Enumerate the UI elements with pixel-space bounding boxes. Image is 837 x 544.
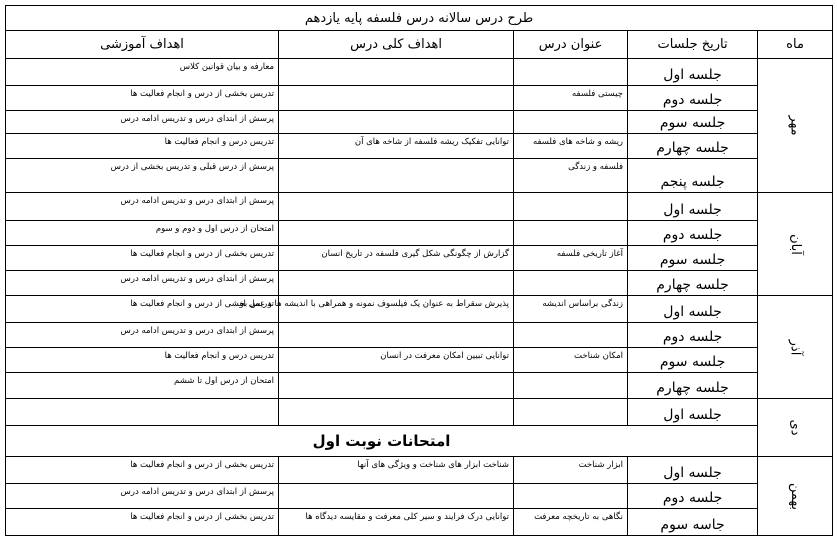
lesson-title-cell: ابزار شناخت <box>514 457 628 484</box>
header-edu-goals: اهداف آموزشی <box>6 31 279 59</box>
edu-goals-cell: پرسش از ابتدای درس و تدریس ادامه درس <box>6 193 279 221</box>
edu-goals-cell: پرسش از ابتدای درس و تدریس ادامه درس <box>6 484 279 509</box>
table-row <box>6 457 833 484</box>
table-row <box>6 296 833 323</box>
general-goals-cell: شناخت ابزار های شناخت و ویژگی های آنها <box>279 457 514 484</box>
general-goals-cell <box>279 193 514 221</box>
session-cell: جلسه چهارم <box>628 271 758 296</box>
month-label: بهمن <box>787 482 803 510</box>
lesson-title-cell: نگاهی به تاریخچه معرفت <box>514 509 628 536</box>
edu-goals-cell: تدریس بخشی از درس و انجام فعالیت ها <box>6 457 279 484</box>
edu-goals-cell: پرسش از ابتدای درس و تدریس ادامه درس <box>6 323 279 348</box>
session-cell: جلسه اول <box>628 457 758 484</box>
edu-goals-cell: پرسش از ابتدای درس و تدریس ادامه درس <box>6 271 279 296</box>
header-general-goals: اهداف کلی درس <box>279 31 514 59</box>
lesson-title-cell: چیستی فلسفه <box>514 86 628 111</box>
session-cell: جلسه چهارم <box>628 134 758 159</box>
table-row <box>6 193 833 221</box>
table-row <box>6 323 833 348</box>
lesson-title-cell <box>514 193 628 221</box>
month-label: آبان <box>787 233 803 255</box>
session-cell: جاسه سوم <box>628 509 758 536</box>
lesson-title-cell: ریشه و شاخه های فلسفه <box>514 134 628 159</box>
general-goals-cell <box>279 221 514 246</box>
session-cell: جلسه اول <box>628 193 758 221</box>
month-cell <box>758 59 833 193</box>
table-row <box>6 373 833 399</box>
month-label: مهر <box>787 115 803 136</box>
edu-goals-cell: تدریس درس و انجام فعالیت ها <box>6 348 279 373</box>
session-cell: جلسه دوم <box>628 484 758 509</box>
lesson-title-cell <box>514 59 628 86</box>
general-goals-cell <box>279 271 514 296</box>
edu-goals-cell: پرسش از ابتدای درس و تدریس ادامه درس <box>6 111 279 134</box>
table-row <box>6 111 833 134</box>
session-cell: جلسه اول <box>628 296 758 323</box>
edu-goals-cell: تدریس درس و انجام فعالیت ها <box>6 134 279 159</box>
general-goals-cell: توانایی تبیین امکان معرفت در انسان <box>279 348 514 373</box>
table-row <box>6 509 833 536</box>
general-goals-cell <box>279 484 514 509</box>
general-goals-cell <box>279 323 514 348</box>
lesson-title-cell <box>514 484 628 509</box>
general-goals-cell: گزارش از چگونگی شکل گیری فلسفه در تاریخ انسان <box>279 246 514 271</box>
edu-goals-cell <box>6 399 279 426</box>
session-cell: جلسه سوم <box>628 111 758 134</box>
month-cell <box>758 457 833 536</box>
session-cell: جلسه چهارم <box>628 373 758 399</box>
header-row <box>6 31 833 59</box>
table-row <box>6 348 833 373</box>
edu-goals-cell: تدریس بخشی از درس و انجام فعالیت ها <box>6 296 279 323</box>
session-cell: جلسه دوم <box>628 86 758 111</box>
header-sessions: تاریخ جلسات <box>628 31 758 59</box>
session-cell: جلسه سوم <box>628 348 758 373</box>
lesson-title-cell: فلسفه و زندگی <box>514 159 628 193</box>
month-cell <box>758 296 833 399</box>
lesson-title-cell <box>514 323 628 348</box>
edu-goals-cell: امتحان از درس اول تا ششم <box>6 373 279 399</box>
table-row <box>6 86 833 111</box>
header-month: ماه <box>758 31 833 59</box>
table-row <box>6 399 833 426</box>
table-row <box>6 271 833 296</box>
session-cell: جلسه اول <box>628 59 758 86</box>
month-cell <box>758 399 833 457</box>
table-row <box>6 246 833 271</box>
edu-goals-cell: تدریس بخشی از درس و انجام فعالیت ها <box>6 246 279 271</box>
edu-goals-cell: پرسش از درس قبلی و تدریس بخشی از درس <box>6 159 279 193</box>
general-goals-cell <box>279 159 514 193</box>
session-cell: جلسه پنجم <box>628 159 758 193</box>
lesson-title-cell <box>514 399 628 426</box>
lesson-plan-table <box>5 5 833 536</box>
lesson-title-cell: امکان شناخت <box>514 348 628 373</box>
session-cell: جلسه اول <box>628 399 758 426</box>
lesson-title-cell <box>514 271 628 296</box>
general-goals-cell <box>279 86 514 111</box>
table-title: طرح درس سالانه درس فلسفه پایه یازدهم <box>6 6 833 31</box>
exam-row <box>6 426 833 457</box>
edu-goals-cell: تدریس بخشی از درس و انجام فعالیت ها <box>6 509 279 536</box>
table-row <box>6 134 833 159</box>
session-cell: جلسه سوم <box>628 246 758 271</box>
lesson-title-cell <box>514 221 628 246</box>
session-cell: جلسه دوم <box>628 221 758 246</box>
edu-goals-cell: تدریس بخشی از درس و انجام فعالیت ها <box>6 86 279 111</box>
lesson-title-cell <box>514 373 628 399</box>
general-goals-cell: پذیرش سقراط به عنوان یک فیلسوف نمونه و همراهی با اندیشه ها و عمل او <box>279 296 514 323</box>
session-cell: جلسه دوم <box>628 323 758 348</box>
month-cell <box>758 193 833 296</box>
edu-goals-cell: امتحان از درس اول و دوم و سوم <box>6 221 279 246</box>
edu-goals-cell: معارفه و بیان قوانین کلاس <box>6 59 279 86</box>
table-row <box>6 221 833 246</box>
general-goals-cell <box>279 59 514 86</box>
general-goals-cell: توانایی تفکیک ریشه فلسفه از شاخه های آن <box>279 134 514 159</box>
general-goals-cell: توانایی درک فرایند و سیر کلی معرفت و مقایسه دیدگاه ها <box>279 509 514 536</box>
exam-label: امتحانات نوبت اول <box>6 426 758 457</box>
lesson-title-cell: آغاز تاریخی فلسفه <box>514 246 628 271</box>
lesson-title-cell <box>514 111 628 134</box>
general-goals-cell <box>279 399 514 426</box>
month-label: آذر <box>787 339 803 355</box>
table-row <box>6 159 833 193</box>
general-goals-cell <box>279 373 514 399</box>
table-row <box>6 59 833 86</box>
table-row <box>6 484 833 509</box>
lesson-title-cell: زندگی براساس اندیشه <box>514 296 628 323</box>
header-lesson-title: عنوان درس <box>514 31 628 59</box>
month-label: دی <box>787 419 803 436</box>
general-goals-cell <box>279 111 514 134</box>
